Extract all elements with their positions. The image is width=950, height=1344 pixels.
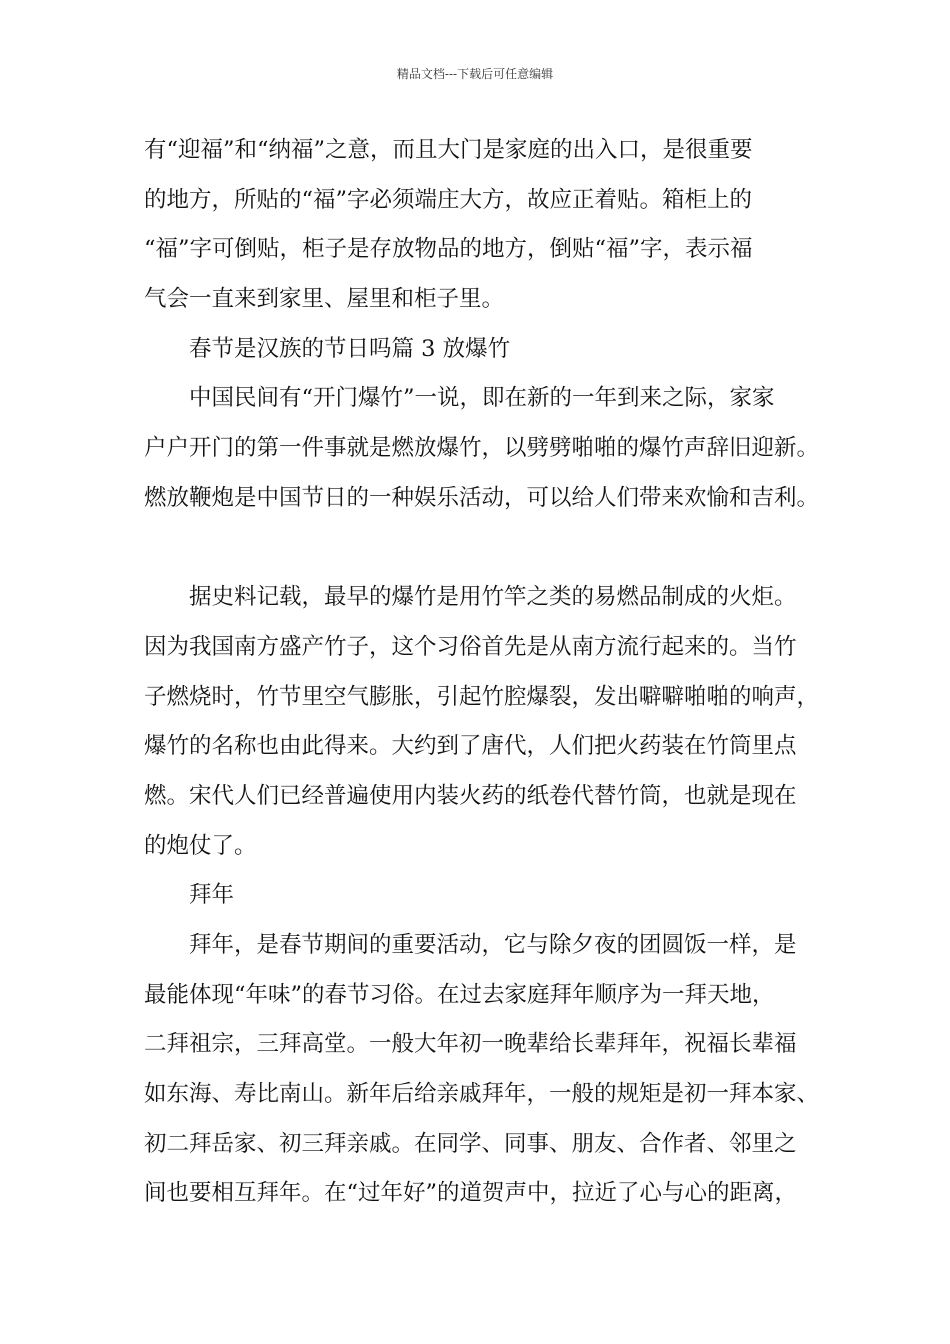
document-body <box>144 132 834 1225</box>
text-line: 拜年，是春节期间的重要活动，它与除夕夜的团圆饭一样，是 <box>189 932 797 958</box>
text-line: 的炮仗了。 <box>144 832 257 859</box>
paragraph-new-year-greeting <box>144 927 834 1225</box>
section-heading: 春节是汉族的节日吗篇 3 放爆竹 <box>189 335 511 362</box>
text-line: 如东海、寿比南山。新年后给亲戚拜年，一般的规矩是初一拜本家、 <box>144 1081 820 1108</box>
text-line: 初二拜岳家、初三拜亲戚。在同学、同事、朋友、合作者、邻里之 <box>144 1130 797 1157</box>
text-line: 子燃烧时，竹节里空气膨胀，引起竹腔爆裂，发出噼噼啪啪的响声， <box>144 683 820 710</box>
text-line: “福”字可倒贴，柜子是存放物品的地方，倒贴“福”字，表示福 <box>144 236 753 263</box>
blank-line <box>144 530 834 580</box>
text-line: 有“迎福”和“纳福”之意，而且大门是家庭的出入口，是很重要 <box>144 137 753 163</box>
text-line: 爆竹的名称也由此得来。大约到了唐代，人们把火药装在竹筒里点 <box>144 733 797 760</box>
section-heading-firecrackers <box>144 331 834 381</box>
text-line: 燃。宋代人们已经普遍使用内装火药的纸卷代替竹筒，也就是现在 <box>144 782 797 809</box>
section-heading: 拜年 <box>189 882 235 909</box>
page-header: 精品文档---下载后可任意编辑 <box>396 67 554 81</box>
section-heading-new-year-greeting <box>144 877 834 927</box>
text-line: 最能体现“年味”的春节习俗。在过去家庭拜年顺序为一拜天地， <box>144 981 775 1008</box>
text-line: 因为我国南方盛产竹子，这个习俗首先是从南方流行起来的。当竹 <box>144 633 797 660</box>
text-line: 的地方，所贴的“福”字必须端庄大方，故应正着贴。箱柜上的 <box>144 186 753 213</box>
paragraph-firecracker-history <box>144 579 834 877</box>
text-line: 中国民间有“开门爆竹”一说，即在新的一年到来之际，家家 <box>189 385 775 412</box>
paragraph-fu-character <box>144 132 834 331</box>
text-line: 气会一直来到家里、屋里和柜子里。 <box>144 286 505 313</box>
text-line: 间也要相互拜年。在“过年好”的道贺声中，拉近了心与心的距离， <box>144 1180 798 1207</box>
text-line: 燃放鞭炮是中国节日的一种娱乐活动，可以给人们带来欢愉和吉利。 <box>144 484 820 511</box>
text-line: 据史料记载，最早的爆竹是用竹竿之类的易燃品制成的火炬。 <box>189 584 797 611</box>
text-line: 二拜祖宗，三拜高堂。一般大年初一晚辈给长辈拜年，祝福长辈福 <box>144 1031 797 1058</box>
text-line: 户户开门的第一件事就是燃放爆竹，以劈劈啪啪的爆竹声辞旧迎新。 <box>144 435 820 462</box>
paragraph-opening-firecrackers <box>144 380 834 529</box>
